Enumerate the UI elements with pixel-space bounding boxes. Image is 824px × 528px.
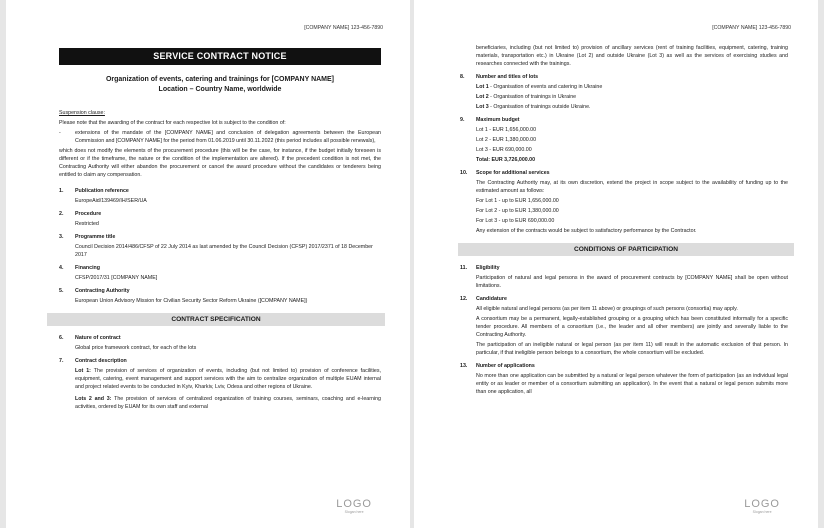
- section-number-of-applications: [460, 362, 788, 370]
- budget-line: Lot 1 - EUR 1,656,000.00: [476, 127, 537, 133]
- section-band-contract-specification: CONTRACT SPECIFICATION: [47, 313, 385, 326]
- company-logo: [744, 499, 780, 514]
- lots-list: [460, 83, 788, 111]
- nature-of-contract-value: Global price framework contract, for each of the lots: [75, 345, 197, 351]
- scope-body: [460, 179, 788, 235]
- section-number: 12.: [460, 296, 468, 302]
- section-heading: Eligibility: [476, 265, 500, 271]
- section-eligibility: [460, 264, 788, 272]
- section-heading: Maximum budget: [476, 117, 520, 123]
- scope-intro: The Contracting Authority may, at its own discretion, extend the project in scope subject to the availability of funding up to the estimated amount as follows:: [476, 180, 788, 194]
- lot-label: Lot 2: [476, 94, 489, 100]
- lot-text: The provision of services of centralized organization of training courses, seminars, coaching and e-learning activities, ordered by EUAM for its own staff and external: [75, 396, 382, 410]
- scope-line: For Lot 1 - up to EUR 1,656,000.00: [476, 198, 559, 204]
- lot-item: [476, 93, 788, 101]
- section-heading: Nature of contract: [75, 335, 121, 341]
- budget-list: [460, 126, 788, 164]
- section-contract-description: [59, 357, 381, 365]
- section-band-conditions-of-participation: CONDITIONS OF PARTICIPATION: [458, 243, 794, 256]
- section-number: 6.: [59, 335, 64, 341]
- page-content: [460, 44, 788, 396]
- candidature-p2: A consortium may be a permanent, legally-established grouping or a grouping which has been constituted informally for a specific tender procedure. All members of a consortium (i.e., the leader and all other members) are jointly and severally liable to the Contracting Authority.: [476, 316, 788, 338]
- procedure-value: Restricted: [75, 221, 99, 227]
- section-contracting-authority: [59, 287, 381, 295]
- page-content: [59, 48, 381, 411]
- section-number-and-titles-of-lots: [460, 73, 788, 81]
- section-scope-for-additional-services: [460, 169, 788, 177]
- section-number: 9.: [460, 117, 465, 123]
- section-number: 1.: [59, 188, 64, 194]
- lot-label: Lots 2 and 3:: [75, 396, 112, 402]
- section-heading: Financing: [75, 265, 101, 271]
- budget-line: Lot 3 - EUR 690,000.00: [476, 147, 532, 153]
- logo-tagline: Slogan here: [752, 510, 772, 514]
- suspension-text: which does not modify the elements of the procurement procedure (this will be the case, for instance, if the budget initially foreseen is different or if the timeframe, the nature or the condition of the implementation are altered). If the precedent condition is not met, the Contracting Authority will either abandon the procurement or cancel the award procedure without the candidates or tenderers being entitled to claim any compensation.: [59, 148, 381, 178]
- section-number: 7.: [59, 358, 64, 364]
- section-heading: Contracting Authority: [75, 288, 130, 294]
- lot-title: - Organisation of events and catering in Ukraine: [488, 84, 603, 90]
- section-nature-of-contract: [59, 334, 381, 342]
- suspension-intro: Please note that the awarding of the contract for each respective lot is subject to the condition of:: [59, 120, 286, 126]
- section-number: 3.: [59, 234, 64, 240]
- section-procedure: [59, 210, 381, 218]
- applications-p1: No more than one application can be submitted by a natural or legal person whatever the form of participation (as an individual legal entity or as leader or member of a consortium submitting an application). In the event that a natural or legal person submits more than one application, all: [476, 373, 788, 395]
- document-page-2: [414, 0, 818, 528]
- contract-description-body: [59, 367, 381, 411]
- section-financing: [59, 264, 381, 272]
- lot-label: Lot 3: [476, 104, 489, 110]
- contracting-authority-value: European Union Advisory Mission for Civilian Security Sector Reform Ukraine ([COMPANY NAME]): [75, 298, 308, 304]
- suspension-bullet: [59, 129, 381, 145]
- section-number: 13.: [460, 363, 468, 369]
- applications-body: [460, 372, 788, 396]
- lot1-description: [75, 367, 381, 391]
- contract-description-continued: beneficiaries, including (but not limited to) provision of ancillary services (rent of training facilities, equipment, catering, training materials, transportation etc.) in Ukraine (Lot 2) and outside Ukraine (Lot 3) as well as the services of exercising studies and researches connected with the trainings.: [476, 45, 788, 67]
- logo-text: LOGO: [744, 498, 780, 510]
- section-heading: Number of applications: [476, 363, 535, 369]
- section-publication-reference: [59, 187, 381, 195]
- lot23-description: [75, 395, 381, 411]
- section-heading: Procedure: [75, 211, 102, 217]
- lot-title: - Organisation of trainings outside Ukraine.: [488, 104, 591, 110]
- section-heading: Scope for additional services: [476, 170, 550, 176]
- scope-line: For Lot 2 - up to EUR 1,380,000.00: [476, 208, 559, 214]
- lot-label: Lot 1: [476, 84, 489, 90]
- section-number: 8.: [460, 74, 465, 80]
- scope-outro: Any extension of the contracts would be subject to satisfactory performance by the Contractor.: [476, 228, 697, 234]
- section-programme-title: [59, 233, 381, 241]
- section-heading: Programme title: [75, 234, 116, 240]
- budget-line: Lot 2 - EUR 1,380,000.00: [476, 137, 537, 143]
- section-number: 10.: [460, 170, 468, 176]
- lot-item: [476, 103, 788, 111]
- section-number: 2.: [59, 211, 64, 217]
- section-heading: Number and titles of lots: [476, 74, 539, 80]
- lot-text: The provision of services of organization of events, including (but not limited to) provision of conference facilities, equipment, catering, event management and support services with the aim to centralize organization of multiple EUAM internal and project related events to be conducted in Kyiv, Kharkiv, Lviv, Odesa and other regions of Ukraine.: [75, 368, 381, 390]
- lot-title: - Organisation of trainings in Ukraine: [488, 94, 577, 100]
- candidature-p3: The participation of an ineligible natural or legal person (as per item 11) will result in the automatic exclusion of that person. In particular, if that ineligible person belongs to a consortium, the whole consortium will be excluded.: [476, 342, 788, 356]
- section-candidature: [460, 295, 788, 303]
- section-number: 5.: [59, 288, 64, 294]
- section-maximum-budget: [460, 116, 788, 124]
- budget-total: Total: EUR 3,726,000.00: [476, 157, 536, 163]
- candidature-p1: All eligible natural and legal persons (as per item 11 above) or groupings of such persons (consortia) may apply.: [476, 306, 738, 312]
- company-logo: [336, 499, 372, 514]
- publication-reference-value: EuropeAid/139469/IH/SER/UA: [75, 198, 147, 204]
- programme-title-value: Council Decision 2014/486/CFSP of 22 July 2014 as last amended by the Council Decision (CFSP) 2017/2371 of 18 December 2017: [75, 244, 373, 258]
- document-location: Location – Country Name, worldwide: [158, 86, 282, 93]
- scope-line: For Lot 3 - up to EUR 690,000.00: [476, 218, 555, 224]
- section-heading: Candidature: [476, 296, 507, 302]
- section-number: 11.: [460, 265, 468, 271]
- eligibility-text: Participation of natural and legal persons in the award of procurement contracts by [COMPANY NAME] shall be open without limitations.: [476, 275, 788, 289]
- logo-text: LOGO: [336, 498, 372, 510]
- financing-value: CFSP/2017/31 [COMPANY NAME]: [75, 275, 158, 281]
- section-number: 4.: [59, 265, 64, 271]
- logo-tagline: Slogan here: [344, 510, 364, 514]
- document-page-1: [6, 0, 410, 528]
- document-subtitle: Organization of events, catering and trainings for [COMPANY NAME]: [105, 76, 335, 83]
- candidature-body: [460, 305, 788, 357]
- eligibility-body: [460, 274, 788, 290]
- page-header: [COMPANY NAME] 123-456-7890: [304, 25, 383, 31]
- section-heading: Publication reference: [75, 188, 129, 194]
- suspension-clause-label: Suspension clause:: [59, 110, 105, 116]
- suspension-bullet-text: extensions of the mandate of the [COMPANY NAME] and conclusion of delegation agreements between the European Commission and [COMPANY NAME] for the period from 01.06.2019 until 30.11.2022 (this period includes all possible renewals),: [75, 130, 381, 144]
- document-title: SERVICE CONTRACT NOTICE: [59, 48, 381, 65]
- page-header: [COMPANY NAME] 123-456-7890: [712, 25, 791, 31]
- dash-marker: -: [59, 130, 61, 136]
- section-heading: Contract description: [75, 358, 127, 364]
- lot-item: [476, 83, 788, 91]
- lot-label: Lot 1:: [75, 368, 91, 374]
